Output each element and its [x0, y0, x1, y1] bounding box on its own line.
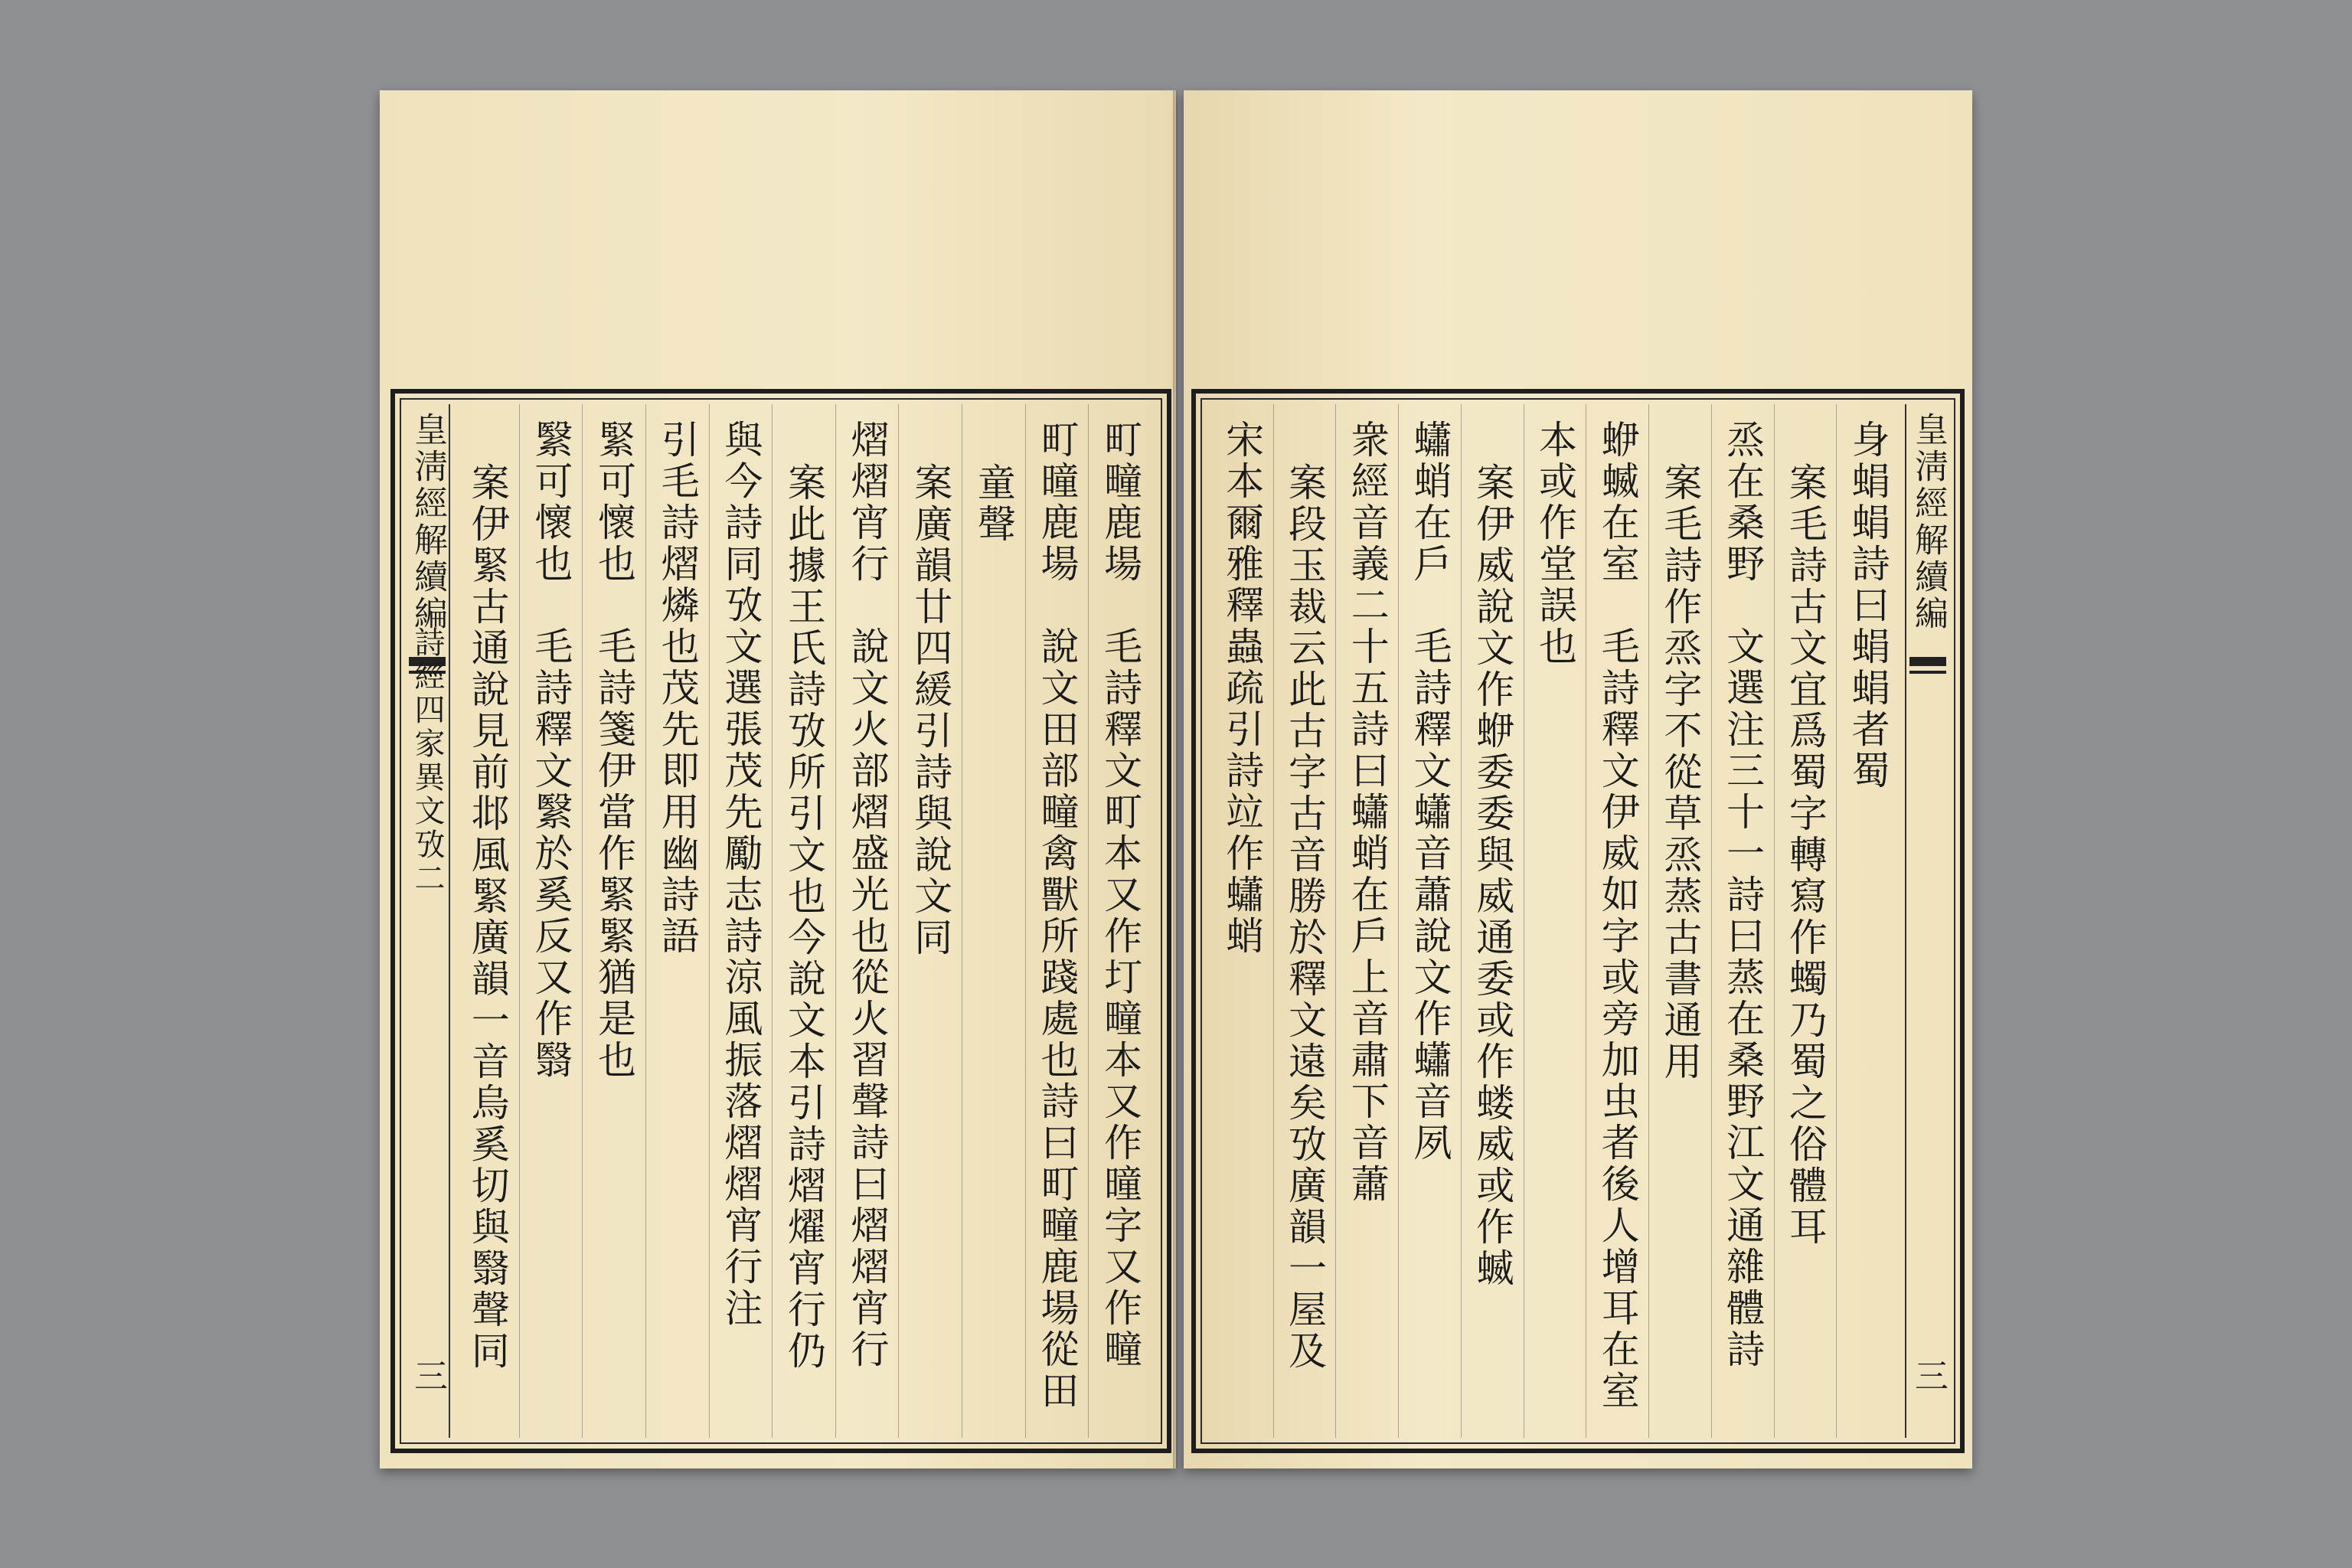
column-text: 案伊威說文作蛜委委與威通委或作蝼威或作蝛 — [1470, 462, 1515, 1289]
column-text: 蠨蛸在戶 毛詩釋文蠨音蕭說文作蠨音夙 — [1407, 420, 1452, 1164]
column-text: 町疃鹿場 毛詩釋文町本又作圢疃本又作曈字又作疃 — [1098, 420, 1143, 1370]
text-column — [1088, 404, 1152, 1438]
text-column — [1273, 404, 1336, 1438]
left-margin-title: 皇淸經解續編 — [408, 412, 447, 632]
text-column — [772, 404, 835, 1438]
text-column — [835, 404, 899, 1438]
text-column — [645, 404, 709, 1438]
column-text: 町曈鹿場 說文田部疃禽獸所踐處也詩曰町疃鹿場從田 — [1034, 420, 1080, 1412]
text-column — [1025, 404, 1089, 1438]
text-column — [962, 404, 1025, 1438]
column-text: 衆經音義二十五詩曰蠨蛸在戶上音肅下音蕭 — [1344, 420, 1390, 1205]
text-column — [898, 404, 962, 1438]
text-column — [582, 404, 645, 1438]
right-margin-title: 皇淸經解續編 — [1909, 412, 1948, 632]
text-column — [1586, 404, 1648, 1438]
text-column — [1836, 404, 1899, 1438]
left-folio: 三 — [408, 1358, 447, 1392]
text-column — [1461, 404, 1524, 1438]
left-text-columns — [456, 404, 1152, 1438]
column-text: 身蜎蜎詩曰蜎蜎者蜀 — [1845, 420, 1890, 792]
text-column — [1524, 404, 1586, 1438]
right-folio: 三 — [1909, 1358, 1948, 1392]
text-column — [1211, 404, 1273, 1438]
column-text: 案伊緊古通說見前邶風緊廣韻一音烏奚切與翳聲同 — [465, 462, 510, 1372]
text-column — [1774, 404, 1837, 1438]
column-text: 繄可懷也 毛詩釋文繄於奚反又作翳 — [528, 420, 573, 1081]
right-text-columns — [1211, 404, 1899, 1438]
column-text: 引毛詩熠燐也茂先即用幽詩語 — [655, 420, 700, 957]
right-print-frame — [1191, 389, 1965, 1453]
open-book — [380, 90, 1972, 1468]
text-column — [456, 404, 519, 1438]
column-text: 烝在桑野 文選注三十一詩曰蒸在桑野江文通雜體詩 — [1720, 420, 1766, 1370]
text-column — [709, 404, 773, 1438]
text-column — [1648, 404, 1711, 1438]
right-page — [1184, 90, 1972, 1468]
left-page — [380, 90, 1176, 1468]
text-column — [1711, 404, 1774, 1438]
left-page-margin — [406, 404, 450, 1438]
column-text: 與今詩同攷文選張茂先勵志詩涼風振落熠熠宵行注 — [718, 420, 763, 1329]
column-text: 熠熠宵行 說文火部熠盛光也從火習聲詩曰熠熠宵行 — [844, 420, 890, 1370]
fish-tail-mark — [1909, 657, 1946, 674]
column-text: 案毛詩古文宜爲蜀字轉寫作蠋乃蜀之俗體耳 — [1782, 462, 1828, 1248]
column-text: 案段玉裁云此古字古音勝於釋文遠矣攷廣韻一屋及 — [1282, 462, 1328, 1372]
column-text: 童聲 — [971, 462, 1016, 545]
right-page-margin — [1905, 404, 1949, 1438]
column-text: 案廣韻廿四緩引詩與說文同 — [908, 462, 953, 959]
column-text: 本或作堂誤也 — [1532, 420, 1577, 668]
column-text: 案此據王氏詩攷所引文也今說文本引詩熠燿宵行仍 — [781, 462, 826, 1372]
left-print-frame — [390, 389, 1171, 1453]
column-text: 蛜蝛在室 毛詩釋文伊威如字或旁加虫者後人增耳在室 — [1595, 420, 1640, 1412]
column-text: 緊可懷也 毛詩箋伊當作緊緊猶是也 — [592, 420, 637, 1081]
text-column — [1398, 404, 1461, 1438]
text-column — [519, 404, 583, 1438]
text-column — [1335, 404, 1398, 1438]
column-text: 宋本爾雅釋蟲疏引詩竝作蠨蛸 — [1220, 420, 1265, 957]
column-text: 案毛詩作烝字不從草烝蒸古書通用 — [1658, 462, 1703, 1083]
left-margin-subtitle: 詩經四家異文攷二 — [410, 626, 445, 896]
